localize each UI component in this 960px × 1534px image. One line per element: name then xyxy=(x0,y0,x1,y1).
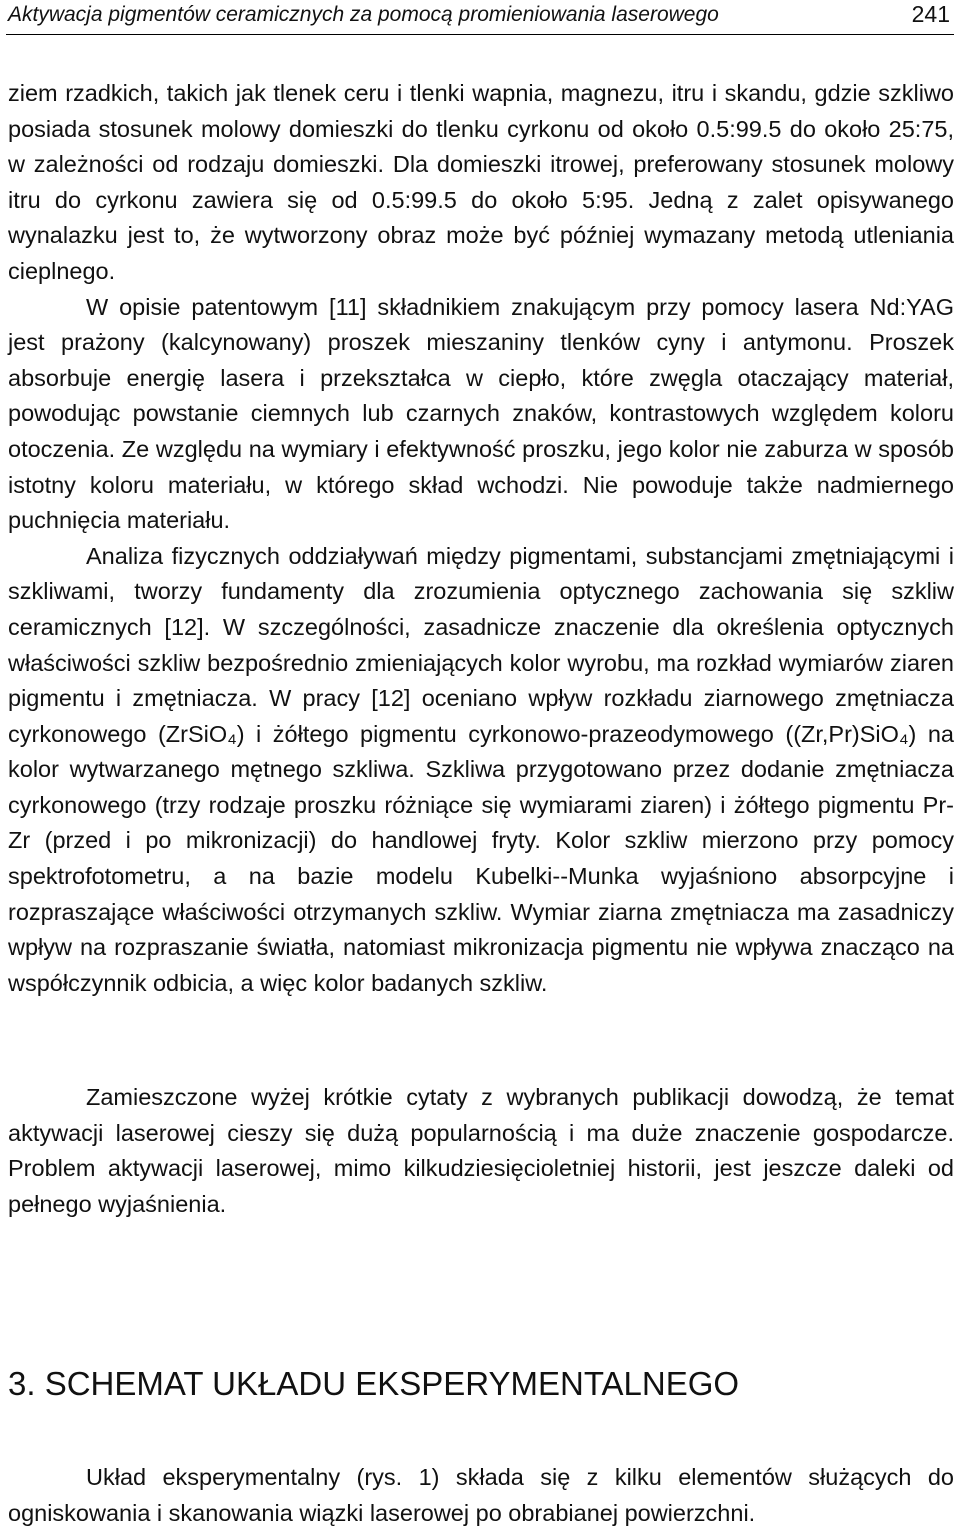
summary-text-block xyxy=(8,1080,954,1222)
paragraph-dopant-ratios: ziem rzadkich, takich jak tlenek ceru i tlenki wapnia, magnezu, itru i skandu, gdzie szkliwo posiada stosunek molowy domieszki do tlenku cyrkonu od około 0.5:99.5 do około 25:75, w zależności od rodzaju domieszki. Dla domieszki itrowej, preferowany stosunek molowy itru do cyrkonu zawiera się od 0.5:99.5 do około 5:95. Jedną z zalet opisywanego wynalazku jest to, że wytworzony obraz może być później wymazany metodą utleniania cieplnego. xyxy=(8,80,954,284)
section-text-block xyxy=(8,1460,954,1531)
paragraph-setup-intro: Układ eksperymentalny (rys. 1) składa się z kilku elementów służących do ogniskowania i skanowania wiązki laserowej po obrabianej powierzchni. xyxy=(8,1464,954,1526)
running-header xyxy=(6,0,954,35)
body-text-block xyxy=(8,76,954,1001)
paragraph-glaze-analysis: Analiza fizycznych oddziaływań między pigmentami, substancjami zmętniającymi i szkliwami, tworzy fundamenty dla zrozumienia optycznego zachowania się szkliw ceramicznych [12]. W szczególności, zasadnicze znaczenie dla określenia optycznych właściwości szkliw bezpośrednio zmieniających kolor wyrobu, ma rozkład wymiarów ziaren pigmentu i zmętniacza. W pracy [12] oceniano wpływ rozkładu ziarnowego zmętniacza cyrkonowego (ZrSiO₄) i żółtego pigmentu cyrkonowo-prazeodymowego ((Zr,Pr)SiO₄) na kolor wytwarzanego mętnego szkliwa. Szkliwa przygotowano przez dodanie zmętniacza cyrkonowego (trzy rodzaje proszku różniące się wymiarami ziaren) i żółtego pigmentu Pr-Zr (przed i po mikronizacji) do handlowej fryty. Kolor szkliw mierzono przy pomocy spektrofotometru, a na bazie modelu Kubelki-⁠-Munka wyjaśniono absorpcyjne i rozpraszające właściwości otrzymanych szkliw. Wymiar ziarna zmętniacza ma zasadniczy wpływ na rozpraszanie światła, natomiast mikronizacja pigmentu nie wpływa znacząco na współczynnik odbicia, a więc kolor badanych szkliw. xyxy=(8,542,954,996)
paragraph-patent-11: W opisie patentowym [11] składnikiem znakującym przy pomocy lasera Nd:YAG jest prażony (kalcynowany) proszek mieszaniny tlenków cyny i antymonu. Proszek absorbuje energię lasera i przekształca w ciepło, które zwęgla otaczający materiał, powodując powstanie ciemnych lub czarnych znaków, kontrastowych względem koloru otoczenia. Ze względu na wymiary i efektywność proszku, jego kolor nie zaburza w sposób istotny koloru materiału, w którego skład wchodzi. Nie powoduje także nadmiernego puchnięcia materiału. xyxy=(8,293,954,534)
page-number: 241 xyxy=(911,1,950,27)
paragraph-summary: Zamieszczone wyżej krótkie cytaty z wybranych publikacji dowodzą, że temat aktywacji laserowej cieszy się dużą popularnością i ma duże znaczenie gospodarcze. Problem aktywacji laserowej, mimo kilkudziesięcioletniej historii, jest jeszcze daleki od pełnego wyjaśnienia. xyxy=(8,1084,954,1217)
section-heading: 3. SCHEMAT UKŁADU EKSPERYMENTALNEGO xyxy=(8,1365,740,1402)
running-title: Aktywacja pigmentów ceramicznych za pomocą promieniowania laserowego xyxy=(8,3,719,26)
